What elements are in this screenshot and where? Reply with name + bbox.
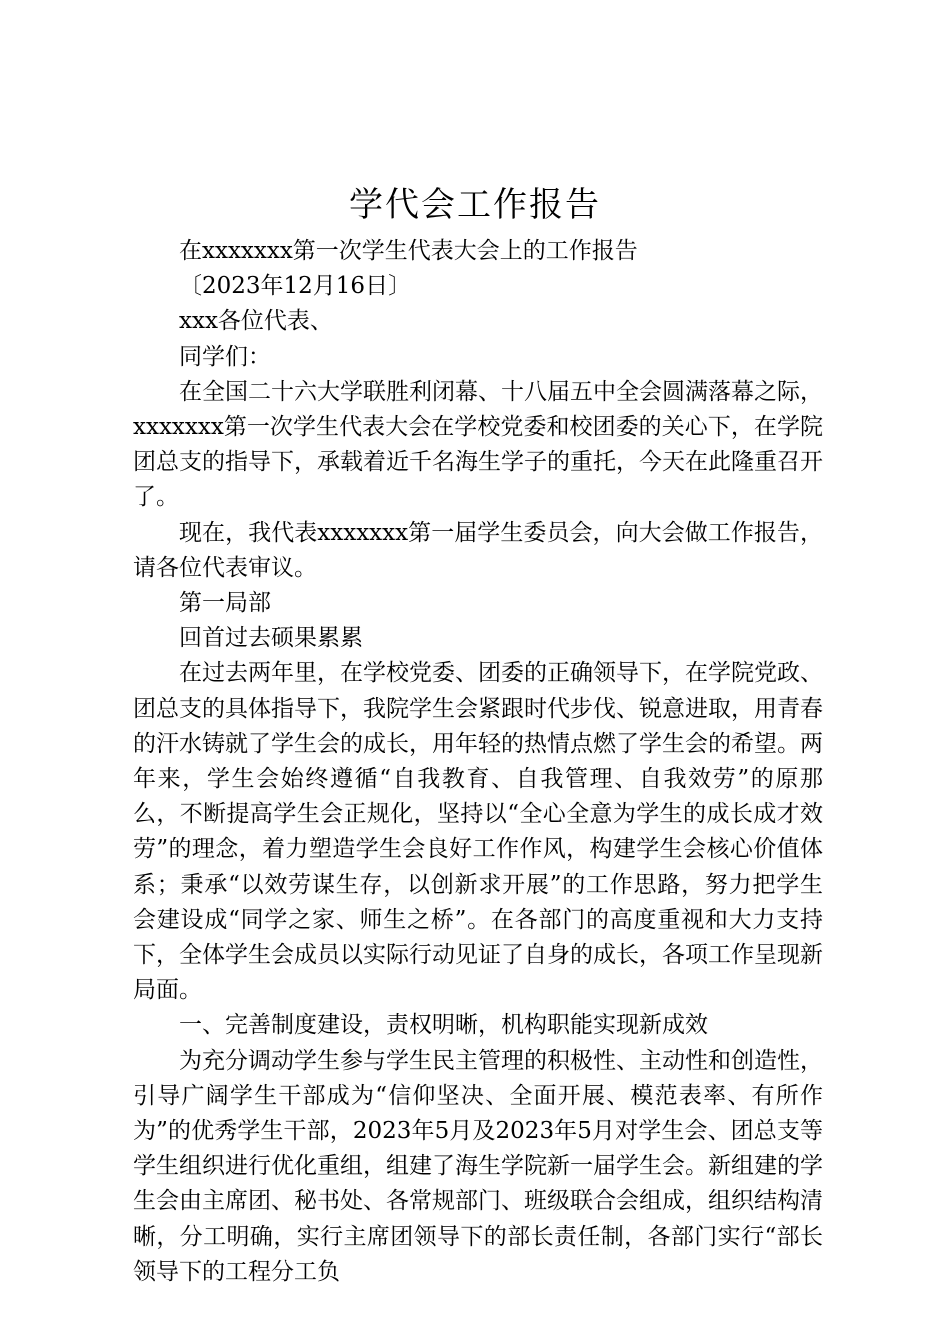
section-heading: 第一局部: [179, 590, 271, 617]
body-paragraph: 现在，我代表xxxxxxx第一届学生委员会，向大会做工作报告，请各位代表审议。: [133, 519, 823, 581]
salutation-paragraph: 同学们：: [179, 343, 271, 370]
body-paragraph: 在全国二十六大学联胜利闭幕、十八届五中全会圆满落幕之际，xxxxxxx第一次学生代表大会在学校党委和校团委的关心下，在学院团总支的指导下，承载着近千名海生学子的重托，今天在此隆重召开了。: [133, 378, 823, 511]
section-subheading: 回首过去硕果累累: [179, 625, 363, 652]
document-title: 学代会工作报告: [349, 185, 601, 225]
subtitle-paragraph: 在xxxxxxx第一次学生代表大会上的工作报告: [179, 238, 638, 264]
body-paragraph: 为充分调动学生参与学生民主管理的积极性、主动性和创造性，引导广阔学生干部成为“信仰坚决、全面开展、模范表率、有所作为”的优秀学生干部，2023年5月及2023年5月对学生会、团总支等学生组织进行优化重组，组建了海生学院新一届学生会。新组建的学生会由主席团、秘书处、各常规部门、班级联合会组成，组织结构清晰，分工明确，实行主席团领导下的部长责任制，各部门实行“部长领导下的工程分工负: [133, 1047, 823, 1285]
date-paragraph: 〔2023年12月16日〕: [179, 273, 412, 300]
salutation-paragraph: xxx各位代表、: [179, 308, 333, 335]
document-body: [133, 234, 823, 1290]
body-paragraph: 在过去两年里，在学校党委、团委的正确领导下，在学院党政、团总支的具体指导下，我院学生会紧跟时代步伐、锐意进取，用青春的汗水铸就了学生会的成长，用年轻的热情点燃了学生会的希望。两年来，学生会始终遵循“自我教育、自我管理、自我效劳”的原那么，不断提高学生会正规化，坚持以“全心全意为学生的成长成才效劳”的理念，着力塑造学生会良好工作作风，构建学生会核心价值体系；秉承“以效劳谋生存，以创新求开展”的工作思路，努力把学生会建设成“同学之家、师生之桥”。在各部门的高度重视和大力支持下，全体学生会成员以实际行动见证了自身的成长，各项工作呈现新局面。: [133, 660, 823, 1004]
item-heading: 一、完善制度建设，责权明晰，机构职能实现新成效: [179, 1012, 708, 1039]
